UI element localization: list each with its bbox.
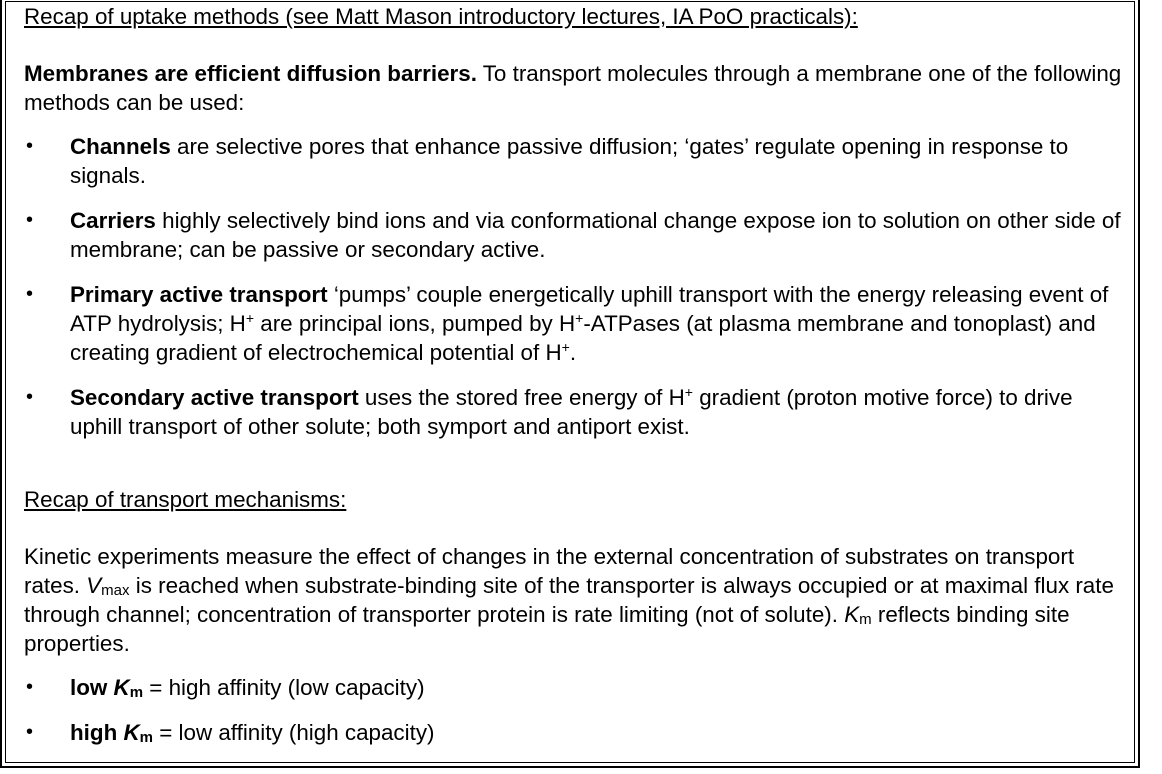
desc-carriers: highly selectively bind ions and via conformational change expose ion to solution on other side of membrane; can be passive or secondary active. bbox=[70, 208, 1121, 262]
vmax-subscript: max bbox=[101, 582, 130, 599]
intro-bold: Membranes are efficient diffusion barriers. bbox=[24, 61, 477, 86]
superscript-plus: + bbox=[245, 310, 255, 326]
list-item-secondary-active bbox=[24, 383, 1128, 441]
km-subscript: m bbox=[859, 611, 872, 628]
bullet: • bbox=[26, 721, 34, 743]
kinetics-text-a: Kinetic experiments measure the effect of changes in the external concentration of substrates on transport rates. bbox=[24, 544, 1075, 598]
bullet: • bbox=[26, 209, 34, 231]
bullet: • bbox=[26, 386, 34, 408]
intro-text: To transport molecules through a membrane one of the following methods can be used: bbox=[24, 61, 1122, 115]
bullet: • bbox=[26, 135, 34, 157]
desc-secondary-a: uses the stored free energy of H bbox=[358, 385, 685, 410]
vmax-symbol: V bbox=[86, 573, 102, 598]
desc-primary-a: ‘pumps’ couple energetically uphill transport with the energy releasing event of ATP hydrolysis; H bbox=[70, 282, 1109, 336]
list-item-channels bbox=[24, 132, 1128, 190]
list-item-low-km bbox=[24, 673, 1128, 702]
low-km-k: K bbox=[113, 675, 130, 700]
list-item-carriers bbox=[24, 206, 1128, 264]
high-km-pre: high bbox=[70, 720, 124, 745]
term-secondary-active: Secondary active transport bbox=[70, 385, 359, 410]
term-primary-active: Primary active transport bbox=[70, 282, 328, 307]
mechanisms-heading: Recap of transport mechanisms: bbox=[24, 487, 347, 512]
kinetics-text-c: reflects binding site properties. bbox=[24, 602, 1070, 656]
desc-secondary-b: gradient (proton motive force) to drive uphill transport of other solute; both symport and antiport exist. bbox=[70, 385, 1073, 439]
superscript-plus: + bbox=[561, 339, 570, 355]
intro-paragraph bbox=[24, 59, 1128, 117]
bullet: • bbox=[26, 676, 34, 698]
desc-primary-b: are principal ions, pumped by H bbox=[254, 311, 576, 336]
low-km-desc: = high affinity (low capacity) bbox=[143, 675, 425, 700]
kinetics-paragraph bbox=[24, 542, 1128, 658]
bullet: • bbox=[26, 283, 34, 305]
desc-primary-d: . bbox=[569, 340, 577, 365]
high-km-desc: = low affinity (high capacity) bbox=[153, 720, 435, 745]
kinetics-text-b: is reached when substrate-binding site of the transporter is always occupied or at maximal flux rate through channel; concentration of transporter protein is rate limiting (not of solute). bbox=[24, 573, 1114, 627]
high-km-sub: m bbox=[139, 729, 153, 746]
list-item-high-km bbox=[24, 718, 1128, 747]
km-list bbox=[24, 673, 1128, 747]
uptake-heading: Recap of uptake methods (see Matt Mason introductory lectures, IA PoO practicals): bbox=[24, 4, 858, 29]
desc-primary-c: -ATPases (at plasma membrane and tonoplast) and creating gradient of electrochemical potential of H bbox=[70, 311, 1096, 365]
desc-channels: are selective pores that enhance passive diffusion; ‘gates’ regulate opening in response to signals. bbox=[70, 134, 1069, 188]
term-channels: Channels bbox=[70, 134, 171, 159]
low-km-label bbox=[70, 675, 143, 700]
superscript-plus: + bbox=[684, 384, 693, 400]
uptake-method-list bbox=[24, 132, 1128, 441]
term-carriers: Carriers bbox=[70, 208, 156, 233]
superscript-plus: + bbox=[575, 310, 584, 326]
high-km-label bbox=[70, 720, 153, 745]
list-item-primary-active bbox=[24, 280, 1128, 367]
high-km-k: K bbox=[123, 720, 140, 745]
low-km-sub: m bbox=[129, 684, 144, 701]
km-symbol: K bbox=[844, 602, 860, 627]
document-content bbox=[24, 2, 1128, 747]
low-km-pre: low bbox=[70, 675, 114, 700]
